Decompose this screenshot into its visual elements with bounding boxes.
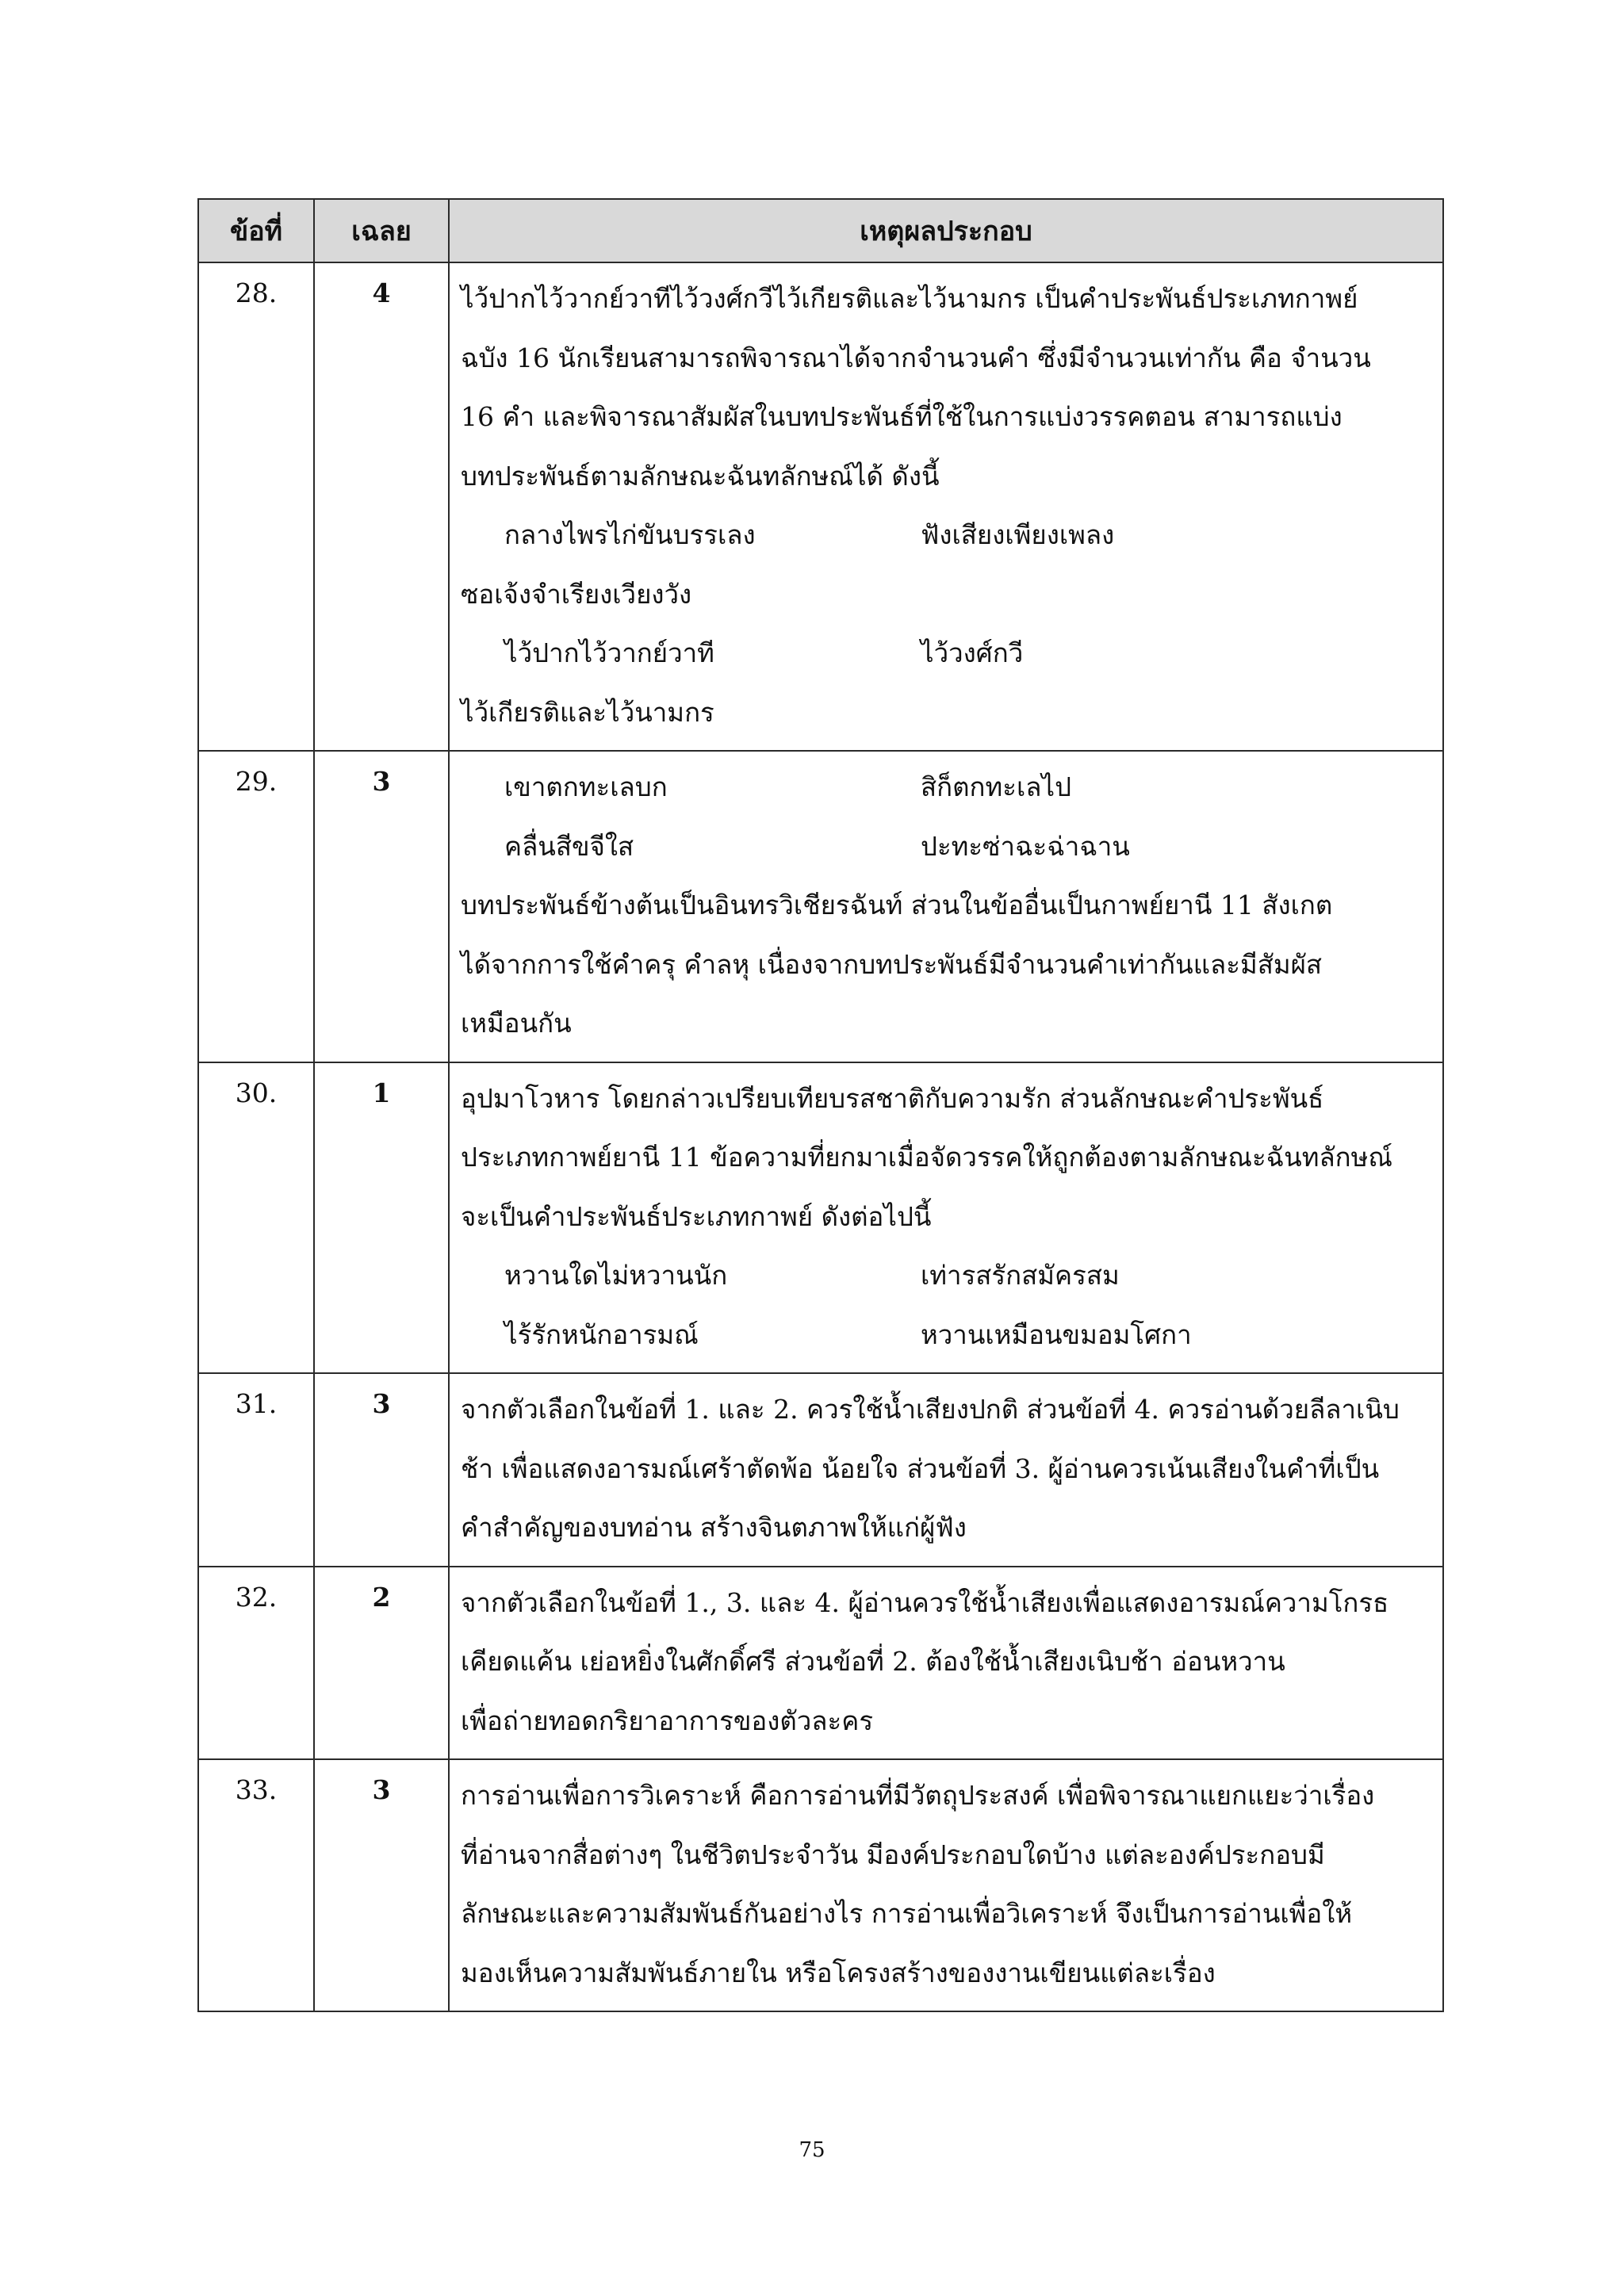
answer-value: 3 — [314, 1759, 449, 2011]
table-row — [198, 1567, 1443, 1760]
reason-line: จากตัวเลือกในข้อที่ 1., 3. และ 4. ผู้อ่านควรใช้น้ำเสียงเพื่อแสดงอารมณ์ความโกรธ — [461, 1586, 1389, 1618]
reason-line: เคียดแค้น เย่อหยิ่งในศักดิ์ศรี ส่วนข้อที่ 2. ต้องใช้น้ำเสียงเนิบช้า อ่อนหวาน — [461, 1646, 1285, 1677]
verse-line — [461, 565, 1434, 625]
verse-second-half: สิก็ตกทะเลไป — [921, 771, 1072, 802]
verse-second-half — [921, 683, 1434, 743]
verse-line — [461, 624, 1434, 683]
table-body — [198, 262, 1443, 2011]
reason-line: คำสำคัญของบทอ่าน สร้างจินตภาพให้แก่ผู้ฟัง — [461, 1512, 967, 1543]
verse-second-half: ฟังเสียงเพียงเพลง — [921, 519, 1115, 550]
reason-line: จะเป็นคำประพันธ์ประเภทกาพย์ ดังต่อไปนี้ — [461, 1200, 932, 1232]
question-number: 32. — [198, 1567, 314, 1760]
reason-line: จากตัวเลือกในข้อที่ 1. และ 2. ควรใช้น้ำเสียงปกติ ส่วนข้อที่ 4. ควรอ่านด้วยลีลาเนิบ — [461, 1394, 1400, 1425]
verse-second-half: ปะทะซ่าฉะฉ่าฉาน — [921, 830, 1130, 862]
table-header-row — [198, 199, 1443, 262]
reason-line: ได้จากการใช้คำครุ คำลหุ เนื่องจากบทประพันธ์มีจำนวนคำเท่ากันและมีสัมผัส — [461, 948, 1323, 980]
answer-value: 1 — [314, 1062, 449, 1374]
verse-first-half: คลื่นสีขจีใส — [504, 830, 634, 862]
reason-line: บทประพันธ์ตามลักษณะฉันทลักษณ์ได้ ดังนี้ — [461, 460, 940, 492]
verse-second-half: ไว้วงศ์กวี — [921, 637, 1024, 668]
verse-line — [461, 506, 1434, 565]
answer-value: 4 — [314, 262, 449, 751]
verse-first-half: หวานใดไม่หวานนัก — [504, 1260, 728, 1291]
verse-second-half — [921, 565, 1434, 625]
page-number: 75 — [799, 2138, 825, 2162]
verse-line — [461, 1246, 1434, 1306]
answer-value: 2 — [314, 1567, 449, 1760]
question-number: 28. — [198, 262, 314, 751]
reason-line: ช้า เพื่อแสดงอารมณ์เศร้าตัดพ้อ น้อยใจ ส่วนข้อที่ 3. ผู้อ่านควรเน้นเสียงในคำที่เป็น — [461, 1452, 1380, 1484]
verse-first-half: ไว้ปากไว้วากย์วาที — [504, 637, 714, 668]
header-reason: เหตุผลประกอบ — [449, 199, 1443, 262]
verse-line — [461, 817, 1434, 877]
question-number: 29. — [198, 751, 314, 1062]
answer-key-table — [197, 198, 1444, 2012]
reason-text — [449, 1062, 1443, 1374]
reason-text — [449, 751, 1443, 1062]
answer-value: 3 — [314, 1373, 449, 1567]
answer-value: 3 — [314, 751, 449, 1062]
verse-first-half: ไร้รักหนักอารมณ์ — [504, 1318, 699, 1350]
reason-line: การอ่านเพื่อการวิเคราะห์ คือการอ่านที่มีวัตถุประสงค์ เพื่อพิจารณาแยกแยะว่าเรื่อง — [461, 1780, 1375, 1811]
header-answer: เฉลย — [314, 199, 449, 262]
verse-first-half: เขาตกทะเลบก — [504, 771, 668, 802]
reason-text — [449, 1759, 1443, 2011]
verse-second-half: หวานเหมือนขมอมโศกา — [921, 1318, 1192, 1350]
reason-text — [449, 1373, 1443, 1567]
reason-line: มองเห็นความสัมพันธ์ภายใน หรือโครงสร้างของงานเขียนแต่ละเรื่อง — [461, 1957, 1216, 1988]
reason-text — [449, 262, 1443, 751]
reason-line: ไว้ปากไว้วากย์วาทีไว้วงศ์กวีไว้เกียรติและไว้นามกร เป็นคำประพันธ์ประเภทกาพย์ — [461, 283, 1358, 314]
verse-first-half: กลางไพรไก่ขันบรรเลง — [504, 519, 756, 550]
verse-line — [461, 758, 1434, 817]
verse-first-half: ไว้เกียรติและไว้นามกร — [461, 696, 714, 728]
verse-first-half: ซอเจ้งจำเรียงเวียงวัง — [461, 578, 692, 610]
verse-line — [461, 683, 1434, 743]
reason-line: เพื่อถ่ายทอดกริยาอาการของตัวละคร — [461, 1705, 874, 1736]
reason-line: ลักษณะและความสัมพันธ์กันอย่างไร การอ่านเพื่อวิเคราะห์ จึงเป็นการอ่านเพื่อให้ — [461, 1898, 1353, 1929]
question-number: 33. — [198, 1759, 314, 2011]
table-row — [198, 751, 1443, 1062]
reason-line: ประเภทกาพย์ยานี 11 ข้อความที่ยกมาเมื่อจัดวรรคให้ถูกต้องตามลักษณะฉันทลักษณ์ — [461, 1142, 1393, 1173]
question-number: 30. — [198, 1062, 314, 1374]
table-row — [198, 1759, 1443, 2011]
verse-line — [461, 1306, 1434, 1365]
table-row — [198, 262, 1443, 751]
reason-line: ฉบัง 16 นักเรียนสามารถพิจารณาได้จากจำนวนคำ ซึ่งมีจำนวนเท่ากัน คือ จำนวน — [461, 342, 1371, 373]
question-number: 31. — [198, 1373, 314, 1567]
header-question-number: ข้อที่ — [198, 199, 314, 262]
reason-line: 16 คำ และพิจารณาสัมผัสในบทประพันธ์ที่ใช้ในการแบ่งวรรคตอน สามารถแบ่ง — [461, 401, 1342, 432]
verse-second-half: เท่ารสรักสมัครสม — [921, 1260, 1120, 1291]
reason-line: ที่อ่านจากสื่อต่างๆ ในชีวิตประจำวัน มีองค์ประกอบใดบ้าง แต่ละองค์ประกอบมี — [461, 1839, 1325, 1870]
table-row — [198, 1373, 1443, 1567]
reason-line: อุปมาโวหาร โดยกล่าวเปรียบเทียบรสชาติกับความรัก ส่วนลักษณะคำประพันธ์ — [461, 1082, 1324, 1114]
reason-line: บทประพันธ์ข้างต้นเป็นอินทรวิเชียรฉันท์ ส่วนในข้ออื่นเป็นกาพย์ยานี 11 สังเกต — [461, 890, 1333, 920]
table-row — [198, 1062, 1443, 1374]
reason-line: เหมือนกัน — [461, 1008, 572, 1039]
reason-text — [449, 1567, 1443, 1760]
